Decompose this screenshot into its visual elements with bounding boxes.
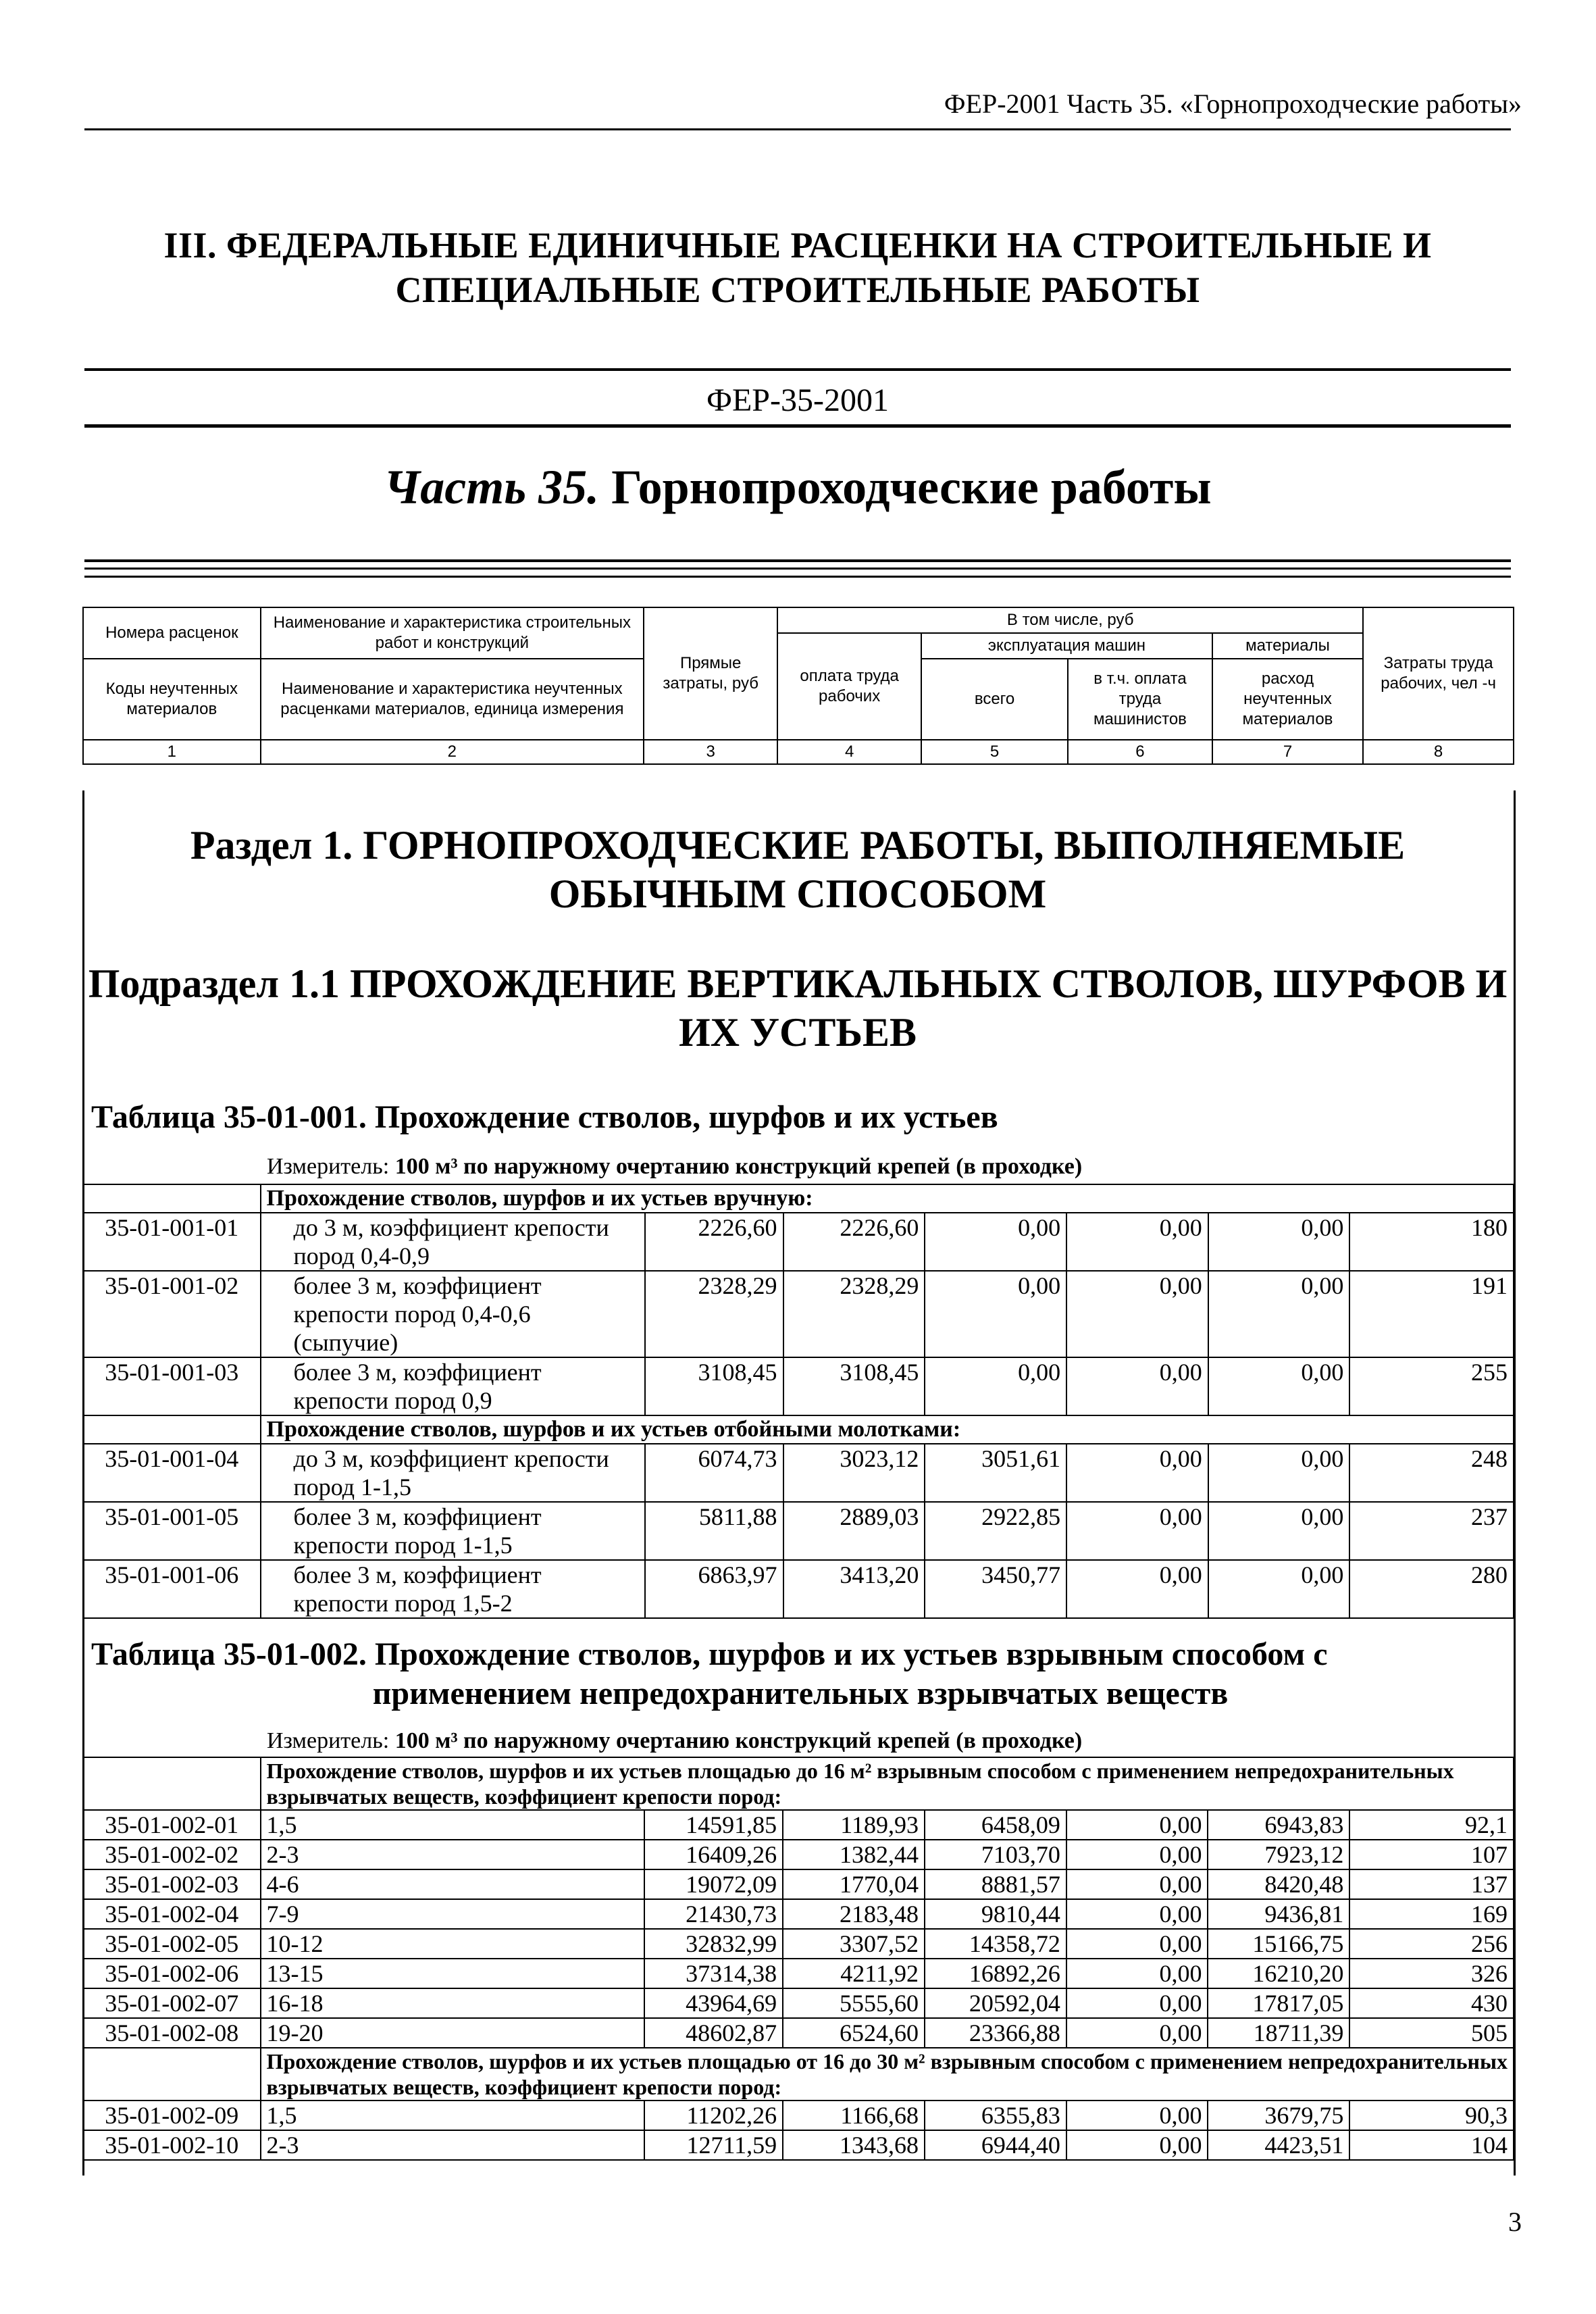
subsection-title (84, 959, 1511, 1057)
direct-cost: 43964,69 (644, 1988, 783, 2018)
labor-wage: 3413,20 (783, 1560, 925, 1618)
labor-hours: 326 (1349, 1959, 1514, 1988)
labor-wage: 3108,45 (783, 1357, 925, 1415)
materials: 0,00 (1208, 1444, 1350, 1502)
subsection-title-line-2: ИХ УСТЬЕВ (678, 1010, 917, 1055)
labor-hours: 505 (1349, 2018, 1514, 2048)
main-heading (84, 223, 1511, 312)
part-title-name: Горнопроходческие работы (599, 460, 1212, 514)
machine-total: 7103,70 (925, 1840, 1066, 1869)
header-col5: всего (921, 659, 1068, 740)
work-description: более 3 м, коэффициент крепости пород 0,9 (261, 1357, 645, 1415)
labor-hours: 137 (1349, 1869, 1514, 1899)
machine-total: 2922,85 (925, 1502, 1066, 1560)
materials: 7923,12 (1208, 1840, 1349, 1869)
labor-hours: 92,1 (1349, 1810, 1514, 1840)
rate-code: 35-01-002-03 (83, 1869, 261, 1899)
direct-cost: 2328,29 (645, 1271, 783, 1357)
machine-total: 8881,57 (925, 1869, 1066, 1899)
table2-group-heading: Прохождение стволов, шурфов и их устьев площадью от 16 до 30 м² взрывным способом с применением непредохранительных взрывчатых веществ, коэффициент крепости пород: (261, 2048, 1514, 2101)
labor-hours: 430 (1349, 1988, 1514, 2018)
labor-hours: 169 (1349, 1899, 1514, 1929)
main-heading-line-1: III. ФЕДЕРАЛЬНЫЕ ЕДИНИЧНЫЕ РАСЦЕНКИ НА СТРОИТЕЛЬНЫЕ И (163, 225, 1432, 266)
section-title-line-2: ОБЫЧНЫМ СПОСОБОМ (548, 872, 1047, 916)
table1-measure-value: 100 м³ по наружному очертанию конструкций крепей (в проходке) (394, 1154, 1083, 1179)
rate-code: 35-01-002-09 (83, 2101, 261, 2130)
table1-title: Таблица 35-01-001. Прохождение стволов, шурфов и их устьев (91, 1099, 998, 1135)
header-machines: эксплуатация машин (921, 633, 1212, 659)
header-col6: в т.ч. оплата труда машинистов (1068, 659, 1212, 740)
part-title-number: Часть 35. (384, 460, 600, 514)
direct-cost: 2226,60 (645, 1213, 783, 1271)
machine-total: 0,00 (925, 1357, 1066, 1415)
table-row (83, 1929, 1514, 1959)
labor-hours: 237 (1349, 1502, 1514, 1560)
machine-total: 9810,44 (925, 1899, 1066, 1929)
direct-cost: 32832,99 (644, 1929, 783, 1959)
main-heading-line-2: СПЕЦИАЛЬНЫЕ СТРОИТЕЛЬНЫЕ РАБОТЫ (395, 270, 1200, 310)
table-row (83, 1502, 1514, 1560)
labor-hours: 180 (1349, 1213, 1514, 1271)
section-title (84, 821, 1511, 918)
direct-cost: 37314,38 (644, 1959, 783, 1988)
table2-measure-value: 100 м³ по наружному очертанию конструкций крепей (в проходке) (394, 1728, 1083, 1753)
table2-measure (267, 1728, 1082, 1754)
header-col8: Затраты труда рабочих, чел -ч (1363, 607, 1514, 740)
labor-wage: 1770,04 (783, 1869, 925, 1899)
machine-total: 20592,04 (925, 1988, 1066, 2018)
materials: 0,00 (1208, 1357, 1350, 1415)
section-title-line-1: Раздел 1. ГОРНОПРОХОДЧЕСКИЕ РАБОТЫ, ВЫПОЛНЯЕМЫЕ (190, 823, 1406, 867)
rate-code: 35-01-001-01 (83, 1213, 261, 1271)
header-col1-top: Номера расценок (83, 607, 261, 659)
labor-hours: 255 (1349, 1357, 1514, 1415)
labor-hours: 280 (1349, 1560, 1514, 1618)
direct-cost: 12711,59 (644, 2130, 783, 2160)
rock-hardness: 19-20 (261, 2018, 645, 2048)
part-title (84, 459, 1511, 515)
header-rule (84, 128, 1511, 130)
direct-cost: 5811,88 (645, 1502, 783, 1560)
rock-hardness: 7-9 (261, 1899, 645, 1929)
rate-code: 35-01-002-08 (83, 2018, 261, 2048)
table1-group-heading: Прохождение стволов, шурфов и их устьев отбойными молотками: (261, 1415, 1514, 1444)
doc-code: ФЕР-35-2001 (706, 382, 889, 418)
machinist-wage: 0,00 (1066, 1929, 1208, 1959)
machine-total: 23366,88 (925, 2018, 1066, 2048)
rate-code: 35-01-001-06 (83, 1560, 261, 1618)
labor-hours: 256 (1349, 1929, 1514, 1959)
work-description: более 3 м, коэффициент крепости пород 0,4-0,6 (сыпучие) (261, 1271, 645, 1357)
header-incl: В том числе, руб (777, 607, 1363, 633)
work-description: более 3 м, коэффициент крепости пород 1,5-2 (261, 1560, 645, 1618)
machine-total: 16892,26 (925, 1959, 1066, 1988)
labor-hours: 107 (1349, 1840, 1514, 1869)
machine-total: 3051,61 (925, 1444, 1066, 1502)
materials: 3679,75 (1208, 2101, 1349, 2130)
labor-wage: 1189,93 (783, 1810, 925, 1840)
machinist-wage: 0,00 (1066, 1810, 1208, 1840)
rate-code: 35-01-001-03 (83, 1357, 261, 1415)
rate-code: 35-01-002-02 (83, 1840, 261, 1869)
rate-code: 35-01-002-10 (83, 2130, 261, 2160)
table-row (83, 1444, 1514, 1502)
machinist-wage: 0,00 (1066, 1271, 1208, 1357)
labor-hours: 104 (1349, 2130, 1514, 2160)
header-materials: материалы (1212, 633, 1363, 659)
rock-hardness: 1,5 (261, 2101, 645, 2130)
rate-code: 35-01-001-04 (83, 1444, 261, 1502)
machinist-wage: 0,00 (1066, 1502, 1208, 1560)
machinist-wage: 0,00 (1066, 1357, 1208, 1415)
rock-hardness: 16-18 (261, 1988, 645, 2018)
materials: 8420,48 (1208, 1869, 1349, 1899)
header-col2-top: Наименование и характеристика строительных работ и конструкций (261, 607, 644, 659)
column-header-table (82, 607, 1514, 765)
rate-code: 35-01-002-06 (83, 1959, 261, 1988)
materials: 17817,05 (1208, 1988, 1349, 2018)
header-col2-bottom: Наименование и характеристика неучтенных расценками материалов, единица измерения (261, 659, 644, 740)
machinist-wage: 0,00 (1066, 1869, 1208, 1899)
rock-hardness: 10-12 (261, 1929, 645, 1959)
table2-measure-label: Измеритель: (267, 1728, 395, 1753)
materials: 0,00 (1208, 1502, 1350, 1560)
direct-cost: 6863,97 (645, 1560, 783, 1618)
machinist-wage: 0,00 (1066, 1213, 1208, 1271)
labor-hours: 191 (1349, 1271, 1514, 1357)
table2-title (91, 1635, 1510, 1713)
table-row (83, 2018, 1514, 2048)
labor-wage: 3023,12 (783, 1444, 925, 1502)
labor-wage: 6524,60 (783, 2018, 925, 2048)
header-num: 2 (261, 740, 644, 764)
table1-measure-label: Измеритель: (267, 1154, 395, 1179)
labor-wage: 1343,68 (783, 2130, 925, 2160)
machinist-wage: 0,00 (1066, 1444, 1208, 1502)
materials: 15166,75 (1208, 1929, 1349, 1959)
materials: 4423,51 (1208, 2130, 1349, 2160)
table-row (83, 1899, 1514, 1929)
materials: 0,00 (1208, 1560, 1350, 1618)
labor-wage: 2183,48 (783, 1899, 925, 1929)
header-num: 1 (83, 740, 261, 764)
rate-code: 35-01-002-04 (83, 1899, 261, 1929)
labor-wage: 2328,29 (783, 1271, 925, 1357)
header-num: 7 (1212, 740, 1363, 764)
header-num: 3 (644, 740, 777, 764)
direct-cost: 16409,26 (644, 1840, 783, 1869)
running-head: ФЕР-2001 Часть 35. «Горнопроходческие работы» (944, 89, 1522, 119)
table-row (83, 1560, 1514, 1618)
machine-total: 6355,83 (925, 2101, 1066, 2130)
table-row (83, 1869, 1514, 1899)
machinist-wage: 0,00 (1066, 1899, 1208, 1929)
machinist-wage: 0,00 (1066, 2130, 1208, 2160)
table-row (83, 1840, 1514, 1869)
work-description: до 3 м, коэффициент крепости пород 1-1,5 (261, 1444, 645, 1502)
table1-group-heading: Прохождение стволов, шурфов и их устьев вручную: (261, 1184, 1514, 1213)
rate-code: 35-01-001-05 (83, 1502, 261, 1560)
materials: 16210,20 (1208, 1959, 1349, 1988)
table-row (83, 1357, 1514, 1415)
table1-measure (267, 1154, 1082, 1180)
part-rule-3 (84, 576, 1511, 578)
machine-total: 3450,77 (925, 1560, 1066, 1618)
part-rule-2 (84, 568, 1511, 570)
rock-hardness: 4-6 (261, 1869, 645, 1899)
header-num: 4 (777, 740, 921, 764)
header-col4: оплата труда рабочих (777, 633, 921, 740)
machine-total: 6458,09 (925, 1810, 1066, 1840)
labor-hours: 248 (1349, 1444, 1514, 1502)
rock-hardness: 2-3 (261, 2130, 645, 2160)
direct-cost: 11202,26 (644, 2101, 783, 2130)
work-description: до 3 м, коэффициент крепости пород 0,4-0,9 (261, 1213, 645, 1271)
rate-code: 35-01-002-05 (83, 1929, 261, 1959)
subsection-title-line-1: Подраздел 1.1 ПРОХОЖДЕНИЕ ВЕРТИКАЛЬНЫХ СТВОЛОВ, ШУРФОВ И (88, 961, 1508, 1006)
machine-total: 14358,72 (925, 1929, 1066, 1959)
machinist-wage: 0,00 (1066, 1959, 1208, 1988)
table-row (83, 1810, 1514, 1840)
table-row (83, 2130, 1514, 2160)
labor-wage: 2889,03 (783, 1502, 925, 1560)
rate-code: 35-01-002-07 (83, 1988, 261, 2018)
direct-cost: 3108,45 (645, 1357, 783, 1415)
table-row (83, 1213, 1514, 1271)
materials: 0,00 (1208, 1213, 1350, 1271)
machine-total: 6944,40 (925, 2130, 1066, 2160)
header-num: 6 (1068, 740, 1212, 764)
labor-wage: 3307,52 (783, 1929, 925, 1959)
part-rule-1 (84, 559, 1511, 562)
materials: 0,00 (1208, 1271, 1350, 1357)
work-description: более 3 м, коэффициент крепости пород 1-1,5 (261, 1502, 645, 1560)
labor-wage: 4211,92 (783, 1959, 925, 1988)
header-number-row (83, 740, 1514, 764)
materials: 6943,83 (1208, 1810, 1349, 1840)
header-col1-bottom: Коды неучтенных материалов (83, 659, 261, 740)
labor-hours: 90,3 (1349, 2101, 1514, 2130)
doc-code-rule-bottom (84, 424, 1511, 428)
machinist-wage: 0,00 (1066, 2101, 1208, 2130)
labor-wage: 1382,44 (783, 1840, 925, 1869)
materials: 18711,39 (1208, 2018, 1349, 2048)
table-row (83, 2101, 1514, 2130)
machinist-wage: 0,00 (1066, 2018, 1208, 2048)
direct-cost: 21430,73 (644, 1899, 783, 1929)
header-col3: Прямые затраты, руб (644, 607, 777, 740)
rock-hardness: 2-3 (261, 1840, 645, 1869)
table2 (82, 1757, 1514, 2161)
machine-total: 0,00 (925, 1213, 1066, 1271)
rock-hardness: 1,5 (261, 1810, 645, 1840)
table-row (83, 1959, 1514, 1988)
rock-hardness: 13-15 (261, 1959, 645, 1988)
table1 (82, 1184, 1514, 1619)
direct-cost: 48602,87 (644, 2018, 783, 2048)
table2-group-heading: Прохождение стволов, шурфов и их устьев площадью до 16 м² взрывным способом с применением непредохранительных взрывчатых веществ, коэффициент крепости пород: (261, 1757, 1514, 1810)
labor-wage: 5555,60 (783, 1988, 925, 2018)
table2-title-line-1: Таблица 35-01-002. Прохождение стволов, шурфов и их устьев взрывным способом с (91, 1636, 1328, 1672)
machine-total: 0,00 (925, 1271, 1066, 1357)
table-row (83, 1988, 1514, 2018)
table-row (83, 1271, 1514, 1357)
direct-cost: 6074,73 (645, 1444, 783, 1502)
header-num: 8 (1363, 740, 1514, 764)
rate-code: 35-01-002-01 (83, 1810, 261, 1840)
rate-code: 35-01-001-02 (83, 1271, 261, 1357)
table2-title-line-2: применением непредохранительных взрывчатых веществ (372, 1676, 1229, 1711)
machinist-wage: 0,00 (1066, 1560, 1208, 1618)
direct-cost: 14591,85 (644, 1810, 783, 1840)
labor-wage: 2226,60 (783, 1213, 925, 1271)
direct-cost: 19072,09 (644, 1869, 783, 1899)
doc-code-rule-top (84, 368, 1511, 371)
machinist-wage: 0,00 (1066, 1988, 1208, 2018)
header-num: 5 (921, 740, 1068, 764)
machinist-wage: 0,00 (1066, 1840, 1208, 1869)
page-number: 3 (1508, 2207, 1522, 2237)
materials: 9436,81 (1208, 1899, 1349, 1929)
labor-wage: 1166,68 (783, 2101, 925, 2130)
header-col7: расход неучтенных материалов (1212, 659, 1363, 740)
